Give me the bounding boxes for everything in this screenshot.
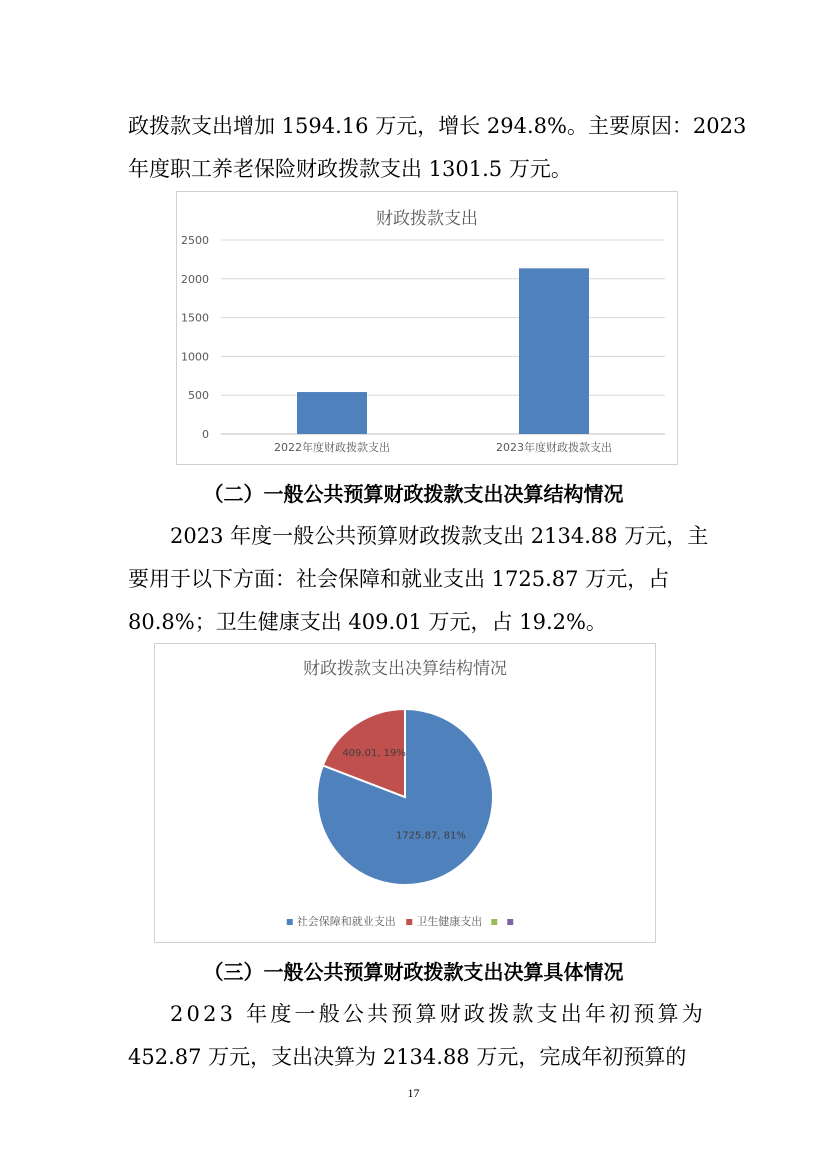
pie-data-label: 1725.87, 81% [395, 830, 466, 842]
pie-chart-plot [155, 644, 655, 942]
paragraph-line: 2023 年度一般公共预算财政拨款支出年初预算为 [170, 1002, 706, 1026]
paragraph-line: 452.87 万元，支出决算为 2134.88 万元，完成年初预算的 [128, 1045, 687, 1069]
paragraph-line: 政拨款支出增加 1594.16 万元，增长 294.8%。主要原因：2023 [128, 114, 747, 138]
legend-swatch [406, 919, 412, 925]
legend-swatch [507, 919, 513, 925]
y-tick-label: 0 [202, 428, 209, 441]
page-number: 17 [407, 1086, 420, 1100]
section-heading: （三）一般公共预算财政拨款支出决算具体情况 [203, 960, 624, 984]
legend-swatch [491, 919, 497, 925]
y-tick-label: 2000 [181, 272, 209, 286]
bar-chart [176, 191, 678, 465]
legend-swatch [287, 919, 293, 925]
pie-chart-title: 财政拨款支出决算结构情况 [303, 659, 507, 679]
y-tick-label: 2500 [181, 234, 209, 247]
y-tick-label: 1500 [181, 311, 209, 325]
y-tick-label: 1000 [181, 350, 209, 364]
legend-label: 社会保障和就业支出 [296, 915, 396, 928]
x-tick-label: 2022年度财政拨款支出 [274, 441, 390, 454]
bar [297, 392, 367, 434]
legend-label: 卫生健康支出 [416, 915, 483, 928]
bar [519, 268, 589, 434]
paragraph-line: 2023 年度一般公共预算财政拨款支出 2134.88 万元，主 [170, 524, 709, 548]
paragraph-line: 年度职工养老保险财政拨款支出 1301.5 万元。 [128, 157, 572, 181]
section-heading: （二）一般公共预算财政拨款支出决算结构情况 [203, 482, 624, 506]
paragraph-line: 要用于以下方面：社会保障和就业支出 1725.87 万元，占 [128, 567, 670, 591]
bar-chart-title: 财政拨款支出 [376, 209, 478, 229]
pie-chart [154, 643, 656, 943]
bar-chart-plot [177, 192, 677, 464]
paragraph-line: 80.8%；卫生健康支出 409.01 万元，占 19.2%。 [128, 610, 607, 634]
x-tick-label: 2023年度财政拨款支出 [496, 441, 612, 454]
pie-data-label: 409.01, 19% [342, 748, 406, 760]
y-tick-label: 500 [188, 389, 209, 403]
